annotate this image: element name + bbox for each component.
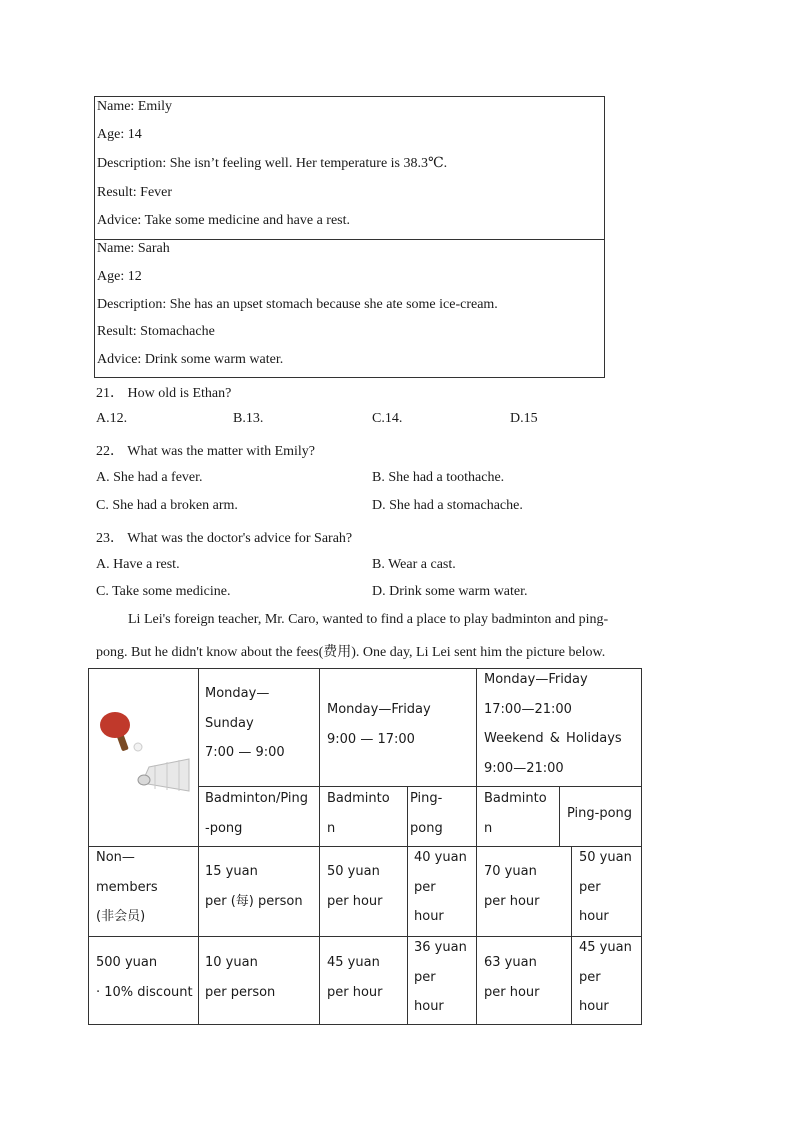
header-time-3: Monday—Friday 17:00—21:00 Weekend & Holidays 9:00—21:00 — [484, 672, 622, 776]
non-member-fee-morning: 15 yuan per (每) person — [205, 864, 303, 909]
member-fee-pingpong-day: 36 yuan per hour — [414, 940, 467, 1014]
member-fee-pingpong-evening: 45 yuan per hour — [579, 940, 632, 1014]
patient-1-description: Description: She isn’t feeling well. Her temperature is 38.3℃. — [97, 156, 448, 171]
question-21-option-d[interactable]: D.15 — [510, 411, 538, 426]
question-22-option-a[interactable]: A. She had a fever. — [96, 470, 203, 485]
sub-header-pingpong-evening: Ping-pong — [567, 806, 633, 821]
non-member-fee-pingpong-day: 40 yuan per hour — [414, 850, 467, 924]
member-fee-morning: 10 yuan per person — [205, 955, 276, 1000]
question-21-option-b[interactable]: B.13. — [233, 411, 264, 426]
sub-header-badminton-evening: Badminto n — [484, 791, 547, 836]
patient-2-description: Description: She has an upset stomach because she ate some ice-cream. — [97, 297, 498, 312]
patient-2-advice: Advice: Drink some warm water. — [97, 352, 284, 367]
question-23-stem: 23． What was the doctor's advice for Sarah? — [96, 531, 353, 546]
question-22-stem: 22． What was the matter with Emily? — [96, 444, 316, 459]
passage-line-1: Li Lei's foreign teacher, Mr. Caro, wanted to find a place to play badminton and ping- — [128, 612, 609, 627]
patient-records-box — [94, 96, 605, 378]
row-label-non-members: Non— members (非会员) — [96, 850, 158, 924]
fee-table — [88, 668, 642, 1025]
patient-1-age: Age: 14 — [97, 127, 142, 142]
question-21-option-c[interactable]: C.14. — [372, 411, 403, 426]
patient-1-result: Result: Fever — [97, 185, 173, 200]
non-member-fee-badminton-evening: 70 yuan per hour — [484, 864, 540, 909]
question-21-option-a[interactable]: A.12. — [96, 411, 128, 426]
question-21-stem: 21． How old is Ethan? — [96, 386, 232, 401]
sports-equipment-image — [97, 709, 197, 794]
question-23-option-d[interactable]: D. Drink some warm water. — [372, 584, 528, 599]
question-22-option-d[interactable]: D. She had a stomachache. — [372, 498, 523, 513]
patient-1-name: Name: Emily — [97, 99, 173, 114]
member-fee-badminton-day: 45 yuan per hour — [327, 955, 383, 1000]
sub-header-badminton-day: Badminto n — [327, 791, 390, 836]
question-23-option-a[interactable]: A. Have a rest. — [96, 557, 180, 572]
question-22-option-b[interactable]: B. She had a toothache. — [372, 470, 505, 485]
sub-header-pingpong-day: Ping- pong — [410, 791, 443, 836]
question-22-option-c[interactable]: C. She had a broken arm. — [96, 498, 238, 513]
passage-line-2: pong. But he didn't know about the fees(费用). One day, Li Lei sent him the picture below. — [96, 645, 606, 660]
record-divider — [95, 239, 604, 240]
patient-2-age: Age: 12 — [97, 269, 142, 284]
member-fee-badminton-evening: 63 yuan per hour — [484, 955, 540, 1000]
ping-pong-paddle-icon — [100, 712, 142, 751]
non-member-fee-badminton-day: 50 yuan per hour — [327, 864, 383, 909]
question-23-option-c[interactable]: C. Take some medicine. — [96, 584, 231, 599]
shuttlecock-icon — [138, 759, 189, 791]
header-time-1: Monday— Sunday 7:00 — 9:00 — [205, 686, 285, 760]
patient-1-advice: Advice: Take some medicine and have a rest. — [97, 213, 350, 228]
header-time-2: Monday—Friday 9:00 — 17:00 — [327, 702, 431, 747]
row-label-membership: 500 yuan · 10% discount — [96, 955, 193, 1000]
patient-2-result: Result: Stomachache — [97, 324, 215, 339]
sub-header-badminton-pingpong: Badminton/Ping -pong — [205, 791, 308, 836]
patient-2-name: Name: Sarah — [97, 241, 170, 256]
question-23-option-b[interactable]: B. Wear a cast. — [372, 557, 456, 572]
non-member-fee-pingpong-evening: 50 yuan per hour — [579, 850, 632, 924]
